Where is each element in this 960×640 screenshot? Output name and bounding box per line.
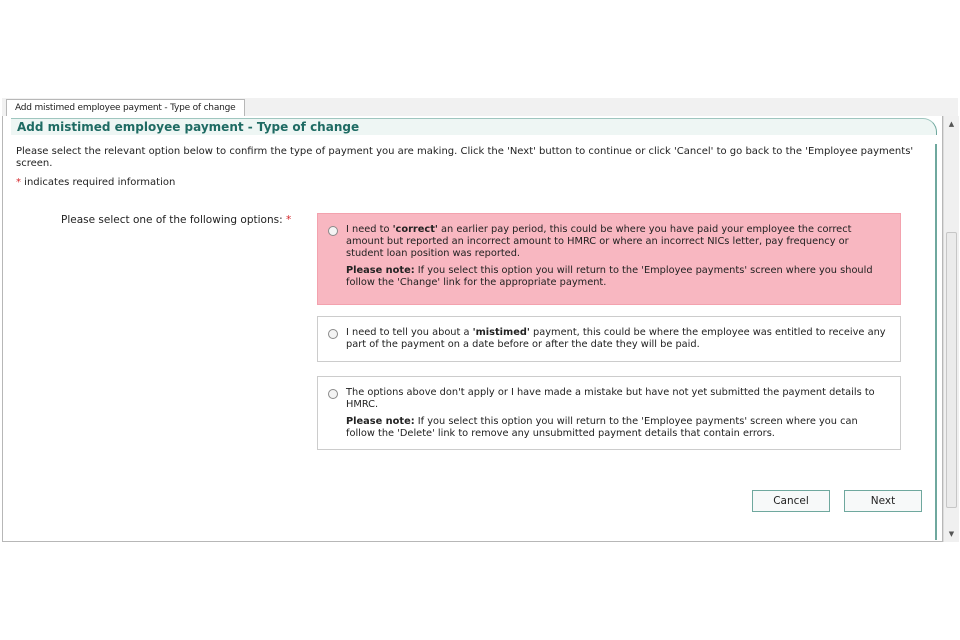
scroll-up-arrow-icon[interactable]: ▲ [948, 120, 955, 128]
panel-header [11, 118, 937, 135]
radio-button-icon[interactable] [328, 329, 338, 339]
required-info-text: indicates required information [21, 177, 176, 188]
required-marker: * [285, 214, 292, 226]
option-mistimed-payment[interactable] [317, 316, 901, 362]
vertical-scrollbar[interactable] [943, 116, 959, 542]
radio-button-icon[interactable] [328, 389, 338, 399]
option-not-applicable[interactable] [317, 376, 901, 450]
radio-button-icon[interactable] [328, 226, 338, 236]
option-note: Please note: If you select this option you will return to the 'Employee payments' screen where you should follow the 'Change' link for the appropriate payment. [346, 265, 873, 288]
intro-text: Please select the relevant option below to confirm the type of payment you are making. Click the 'Next' button to continue or click 'Cancel' to go back to the 'Employee payments' screen. [16, 146, 914, 169]
option-text: I need to tell you about a 'mistimed' payment, this could be where the employee was entitled to receive any part of the payment on a date before or after the date they will be paid. [346, 327, 886, 350]
required-marker: * [16, 177, 21, 188]
cancel-button[interactable]: Cancel [752, 490, 830, 512]
panel-border [935, 144, 937, 540]
tab-add-mistimed-payment[interactable]: Add mistimed employee payment - Type of change [6, 99, 245, 116]
page-title: Add mistimed employee payment - Type of change [17, 120, 360, 134]
option-correct-earlier-period[interactable] [317, 213, 901, 305]
required-info-note [16, 177, 175, 189]
scrollbar-thumb[interactable] [946, 232, 957, 508]
scroll-down-arrow-icon[interactable]: ▼ [948, 530, 955, 538]
options-question-label [61, 214, 291, 226]
tab-bar [2, 98, 958, 116]
next-button[interactable]: Next [844, 490, 922, 512]
content-window [2, 116, 943, 542]
option-text: I need to 'correct' an earlier pay period, this could be where you have paid your employee the correct amount but reported an incorrect amount to HMRC or where an incorrect NICs letter, pay frequency or student loan position was reported. [346, 224, 852, 259]
option-note: Please note: If you select this option you will return to the 'Employee payments' screen where you can follow the 'Delete' link to remove any unsubmitted payment details that contain errors. [346, 416, 858, 439]
question-text: Please select one of the following options: [61, 214, 283, 226]
option-text: The options above don't apply or I have made a mistake but have not yet submitted the payment details to HMRC. [346, 387, 875, 410]
